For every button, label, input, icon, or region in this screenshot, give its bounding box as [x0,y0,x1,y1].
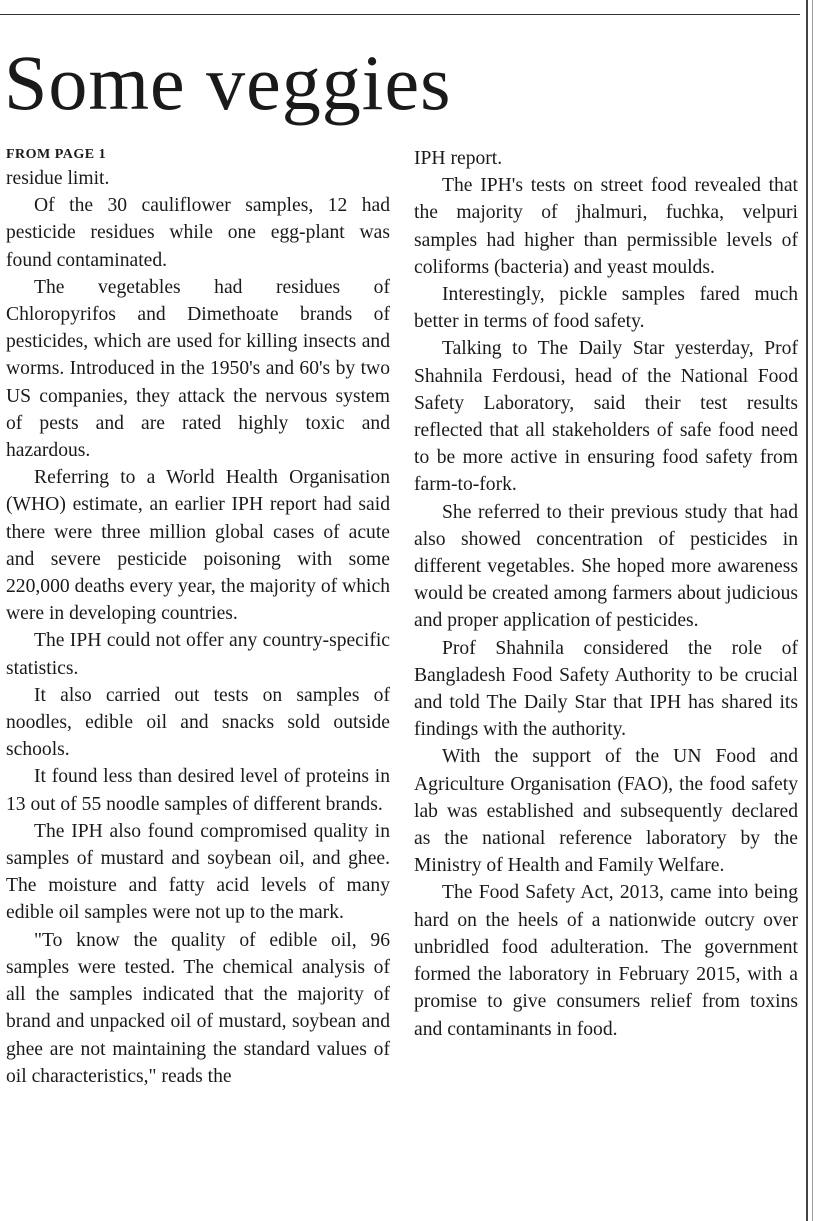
column-border [806,0,808,1221]
article-column-right [414,145,798,1043]
article-column-left [6,145,390,1090]
paragraph: She referred to their previous study that had also showed concentration of pesticides in different vegetables. She hoped more awareness would be created among farmers about judicious and proper application of pesticides. [414,501,798,632]
paragraph: IPH report. [414,148,503,169]
top-rule [0,14,800,15]
paragraph: "To know the quality of edible oil, 96 samples were tested. The chemical analysis of all the samples indicated that the majority of brand and unpacked oil of mustard, soybean and ghee are not maintaining the standard values of oil characteristics," reads the [6,929,390,1087]
paragraph: residue limit. [6,168,110,189]
headline: Some veggies [4,39,452,126]
paragraph: The IPH also found compromised quality in samples of mustard and soybean oil, and ghee. The moisture and fatty acid levels of many edible oil samples were not up to the mark. [6,820,390,924]
paragraph: Referring to a World Health Organisation (WHO) estimate, an earlier IPH report had said there were three million global cases of acute and severe pesticide poisoning with some 220,000 deaths every year, the majority of which were in developing countries. [6,467,390,625]
paragraph: The vegetables had residues of Chloropyrifos and Dimethoate brands of pesticides, which are used for killing insects and worms. Introduced in the 1950's and 60's by two US companies, they attack the nervous system of pests and are rated highly toxic and hazardous. [6,276,390,462]
paragraph: Talking to The Daily Star yesterday, Prof Shahnila Ferdousi, head of the National Food Safety Laboratory, said their test results reflected that all stakeholders of safe food need to be more active in ensuring food safety from farm-to-fork. [414,338,798,496]
paragraph: The Food Safety Act, 2013, came into being hard on the heels of a nationwide outcry over unbridled food adulteration. The government formed the laboratory in February 2015, with a promise to give consumers relief from toxins and contaminants in food. [414,882,798,1040]
paragraph: Interestingly, pickle samples fared much better in terms of food safety. [414,284,798,333]
column-border-thin [812,0,813,1221]
paragraph: Of the 30 cauliflower samples, 12 had pesticide residues while one egg-plant was found contaminated. [6,195,390,271]
paragraph: The IPH could not offer any country-specific statistics. [6,630,390,679]
paragraph: Prof Shahnila considered the role of Bangladesh Food Safety Authority to be crucial and told The Daily Star that IPH has shared its findings with the authority. [414,637,798,741]
paragraph: The IPH's tests on street food revealed that the majority of jhalmuri, fuchka, velpuri samples had higher than permissible levels of coliforms (bacteria) and yeast moulds. [414,175,798,278]
continuation-kicker: FROM PAGE 1 [6,147,107,162]
paragraph: It found less than desired level of proteins in 13 out of 55 noodle samples of different brands. [6,766,390,815]
paragraph: It also carried out tests on samples of noodles, edible oil and snacks sold outside schools. [6,684,390,761]
paragraph: With the support of the UN Food and Agriculture Organisation (FAO), the food safety lab was established and subsequently declared as the national reference laboratory by the Ministry of Health and Family Welfare. [414,746,798,877]
